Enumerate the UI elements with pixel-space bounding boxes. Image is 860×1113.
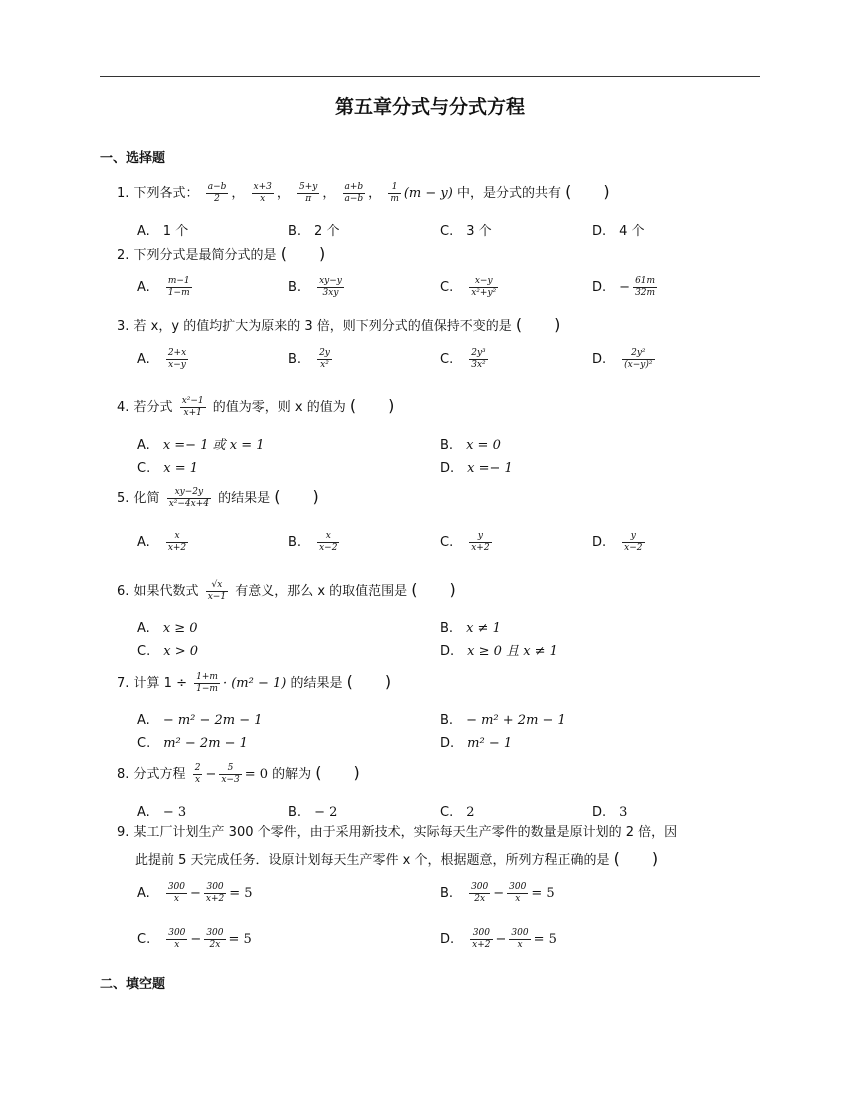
q6-option-d: D. x ≥ 0 且 x ≠ 1	[440, 644, 558, 659]
question-5: 5. 化简 $\frac{xy-2y}{\text{x²−4x+4}}$ 的结果是 ( )	[117, 487, 319, 509]
q1-option-d: D. 4 个	[592, 224, 645, 239]
q2-option-b: B. $\frac{xy-y}{3xy}$	[288, 276, 342, 298]
q9-option-c: C. $\frac{300}{x}$ − $\frac{300}{2x}$ = 5	[137, 928, 252, 950]
q3-option-a: A. $\frac{2+x}{x-y}$	[137, 348, 187, 370]
q9-option-b: B. $\frac{300}{2x}$ − $\frac{300}{x}$ = 5	[440, 882, 555, 904]
q3-option-c: C. $\frac{\text{2y³}}{\text{3x²}}$	[440, 348, 486, 370]
q7-option-a: A. − m² − 2m − 1	[137, 713, 263, 728]
q1-option-c: C. 3 个	[440, 224, 492, 239]
question-9-line-2: 此提前 5 天完成任务．设原计划每天生产零件 x 个，根据题意，所列方程正确的是 ( )	[135, 849, 659, 868]
question-9: 9. 某工厂计划生产 300 个零件，由于采用新技术，实际每天生产零件的数量是原计划的 2 倍，因	[117, 825, 678, 840]
q6-option-a: A. x ≥ 0	[137, 621, 198, 636]
q8-option-d: D. 3	[592, 805, 628, 820]
q6-option-b: B. x ≠ 1	[440, 621, 501, 636]
question-1: 1. 下列各式： $\frac{a-b}{2}$ ， $\frac{x+3}{x}$ ， $\frac{5+y}{\pi}$ ， $\frac{a+b}{a-b}$ ， $\frac{1}{m}$ (m − y) 中，是分式的共有 ( )	[117, 182, 610, 204]
q1-option-b: B. 2 个	[288, 224, 340, 239]
section-fill-in: 二、填空题	[100, 977, 166, 992]
q5-option-d: D. $\frac{y}{x-2}$	[592, 531, 643, 553]
q2-option-d: D. − $\frac{61m}{32m}$	[592, 276, 656, 298]
q8-option-a: A. − 3	[137, 805, 187, 820]
q8-option-c: C. 2	[440, 805, 475, 820]
question-8: 8. 分式方程 $\frac{2}{x}$ − $\frac{5}{x-3}$ = 0 的解为 ( )	[117, 763, 360, 785]
q4-option-a: A. x =− 1 或 x = 1	[137, 438, 265, 453]
q2-option-a: A. $\frac{m-1}{1-m}$	[137, 276, 190, 298]
q4-option-b: B. x = 0	[440, 438, 501, 453]
q7-option-b: B. − m² + 2m − 1	[440, 713, 566, 728]
q4-option-c: C. x = 1	[137, 461, 198, 476]
question-7: 7. 计算 1 ÷ $\frac{1+m}{1-m}$ · (m² − 1) 的结果是 ( )	[117, 672, 392, 694]
question-6: 6. 如果代数式 $\frac{√x}{x-1}$ 有意义，那么 x 的取值范围是 ( )	[117, 580, 456, 602]
q5-option-c: C. $\frac{y}{x+2}$	[440, 531, 490, 553]
q5-option-a: A. $\frac{x}{x+2}$	[137, 531, 187, 553]
q3-option-d: D. $\frac{\text{2y²}}{\text{(x−y)²}}$	[592, 348, 653, 370]
question-4: 4. 若分式 $\frac{\text{x²−1}}{x+1}$ 的值为零，则 x 的值为 ( )	[117, 396, 395, 418]
q2-option-c: C. $\frac{x-y}{\text{x²+y²}}$	[440, 276, 497, 298]
q9-option-d: D. $\frac{300}{x+2}$ − $\frac{300}{x}$ = 5	[440, 928, 557, 950]
q3-option-b: B. $\frac{2y}{\text{x²}}$	[288, 348, 330, 370]
q5-option-b: B. $\frac{x}{x-2}$	[288, 531, 338, 553]
q4-option-d: D. x =− 1	[440, 461, 513, 476]
q7-option-d: D. m² − 1	[440, 736, 513, 751]
q7-option-c: C. m² − 2m − 1	[137, 736, 248, 751]
q9-option-a: A. $\frac{300}{x}$ − $\frac{300}{x+2}$ = 5	[137, 882, 253, 904]
page-title: 第五章分式与分式方程	[334, 96, 525, 118]
question-2: 2. 下列分式是最简分式的是 ( )	[117, 244, 326, 263]
question-3: 3. 若 x，y 的值均扩大为原来的 3 倍，则下列分式的值保持不变的是 ( )	[117, 315, 561, 334]
q8-option-b: B. − 2	[288, 805, 338, 820]
section-choice: 一、选择题	[100, 151, 166, 166]
q6-option-c: C. x > 0	[137, 644, 198, 659]
q1-option-a: A. 1 个	[137, 224, 189, 239]
header-rule	[100, 76, 760, 77]
